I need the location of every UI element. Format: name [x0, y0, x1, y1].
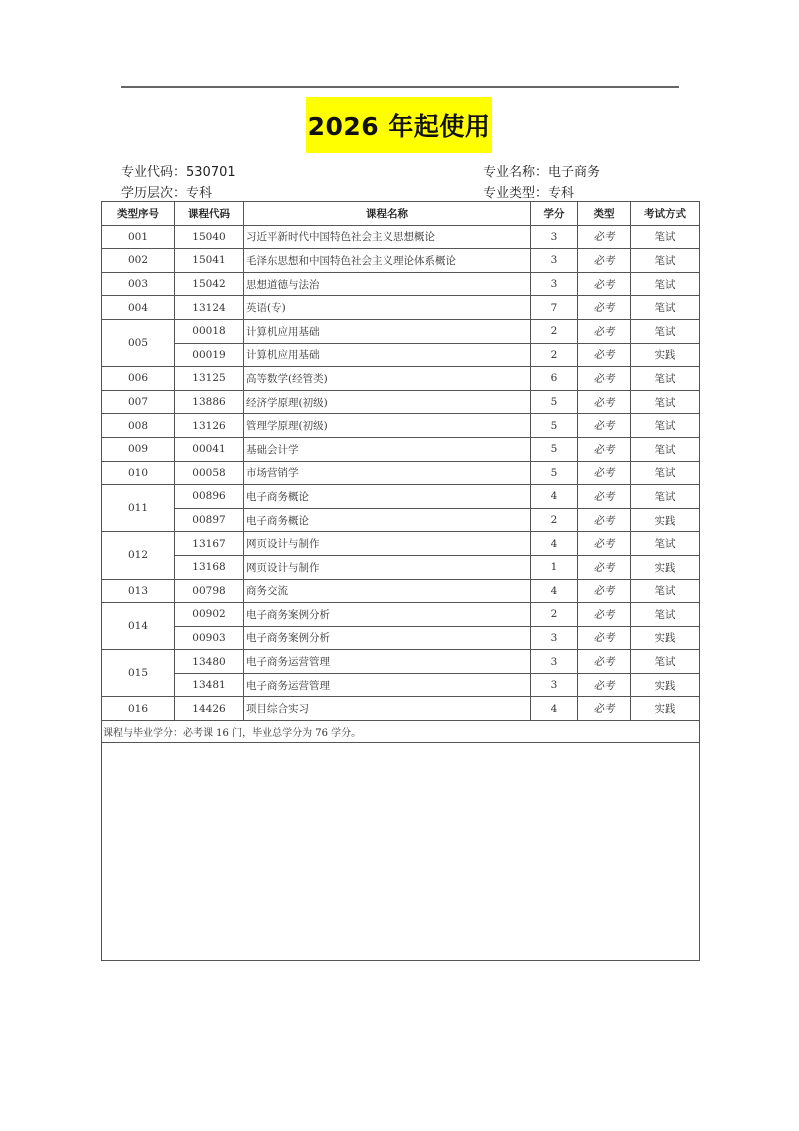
table-row [102, 532, 700, 556]
cell-credit: 5 [531, 461, 578, 485]
cell-name: 计算机应用基础 [244, 319, 531, 343]
cell-seq: 005 [102, 319, 175, 366]
cell-code: 13886 [175, 390, 244, 414]
cell-name: 思想道德与法治 [244, 272, 531, 296]
cell-code: 13126 [175, 414, 244, 438]
table-row [102, 650, 700, 674]
cell-seq: 011 [102, 485, 175, 532]
cell-type: 必考 [578, 532, 631, 556]
page-title: 2026 年起使用 [307, 112, 491, 141]
cell-seq: 013 [102, 579, 175, 603]
cell-type: 必考 [578, 555, 631, 579]
cell-credit: 3 [531, 673, 578, 697]
table-row [102, 319, 700, 343]
education-level-value: 专科 [186, 186, 213, 201]
cell-code: 00896 [175, 485, 244, 509]
cell-exam: 笔试 [631, 225, 700, 249]
cell-type: 必考 [578, 626, 631, 650]
title-highlight [306, 97, 492, 153]
summary-text: 课程与毕业学分：必考课 16 门，毕业总学分为 76 学分。 [102, 721, 700, 743]
table-row [102, 390, 700, 414]
cell-code: 15042 [175, 272, 244, 296]
cell-seq: 016 [102, 697, 175, 721]
cell-code: 13167 [175, 532, 244, 556]
cell-type: 必考 [578, 225, 631, 249]
blank-row [102, 743, 700, 961]
cell-credit: 7 [531, 296, 578, 320]
cell-exam: 实践 [631, 626, 700, 650]
cell-seq: 002 [102, 249, 175, 273]
cell-name: 商务交流 [244, 579, 531, 603]
cell-code: 00902 [175, 603, 244, 627]
header-credit: 学分 [531, 202, 578, 226]
cell-seq: 008 [102, 414, 175, 438]
header-name: 课程名称 [244, 202, 531, 226]
cell-type: 必考 [578, 390, 631, 414]
top-rule [121, 86, 679, 88]
cell-seq: 012 [102, 532, 175, 579]
major-code-label: 专业代码： [121, 165, 187, 180]
table-row [102, 225, 700, 249]
cell-seq: 004 [102, 296, 175, 320]
cell-name: 网页设计与制作 [244, 555, 531, 579]
cell-code: 13124 [175, 296, 244, 320]
major-name [483, 161, 600, 180]
cell-exam: 笔试 [631, 532, 700, 556]
cell-name: 电子商务运营管理 [244, 650, 531, 674]
cell-code: 13481 [175, 673, 244, 697]
cell-exam: 实践 [631, 343, 700, 367]
cell-name: 项目综合实习 [244, 697, 531, 721]
header-seq: 类型序号 [102, 202, 175, 226]
cell-credit: 1 [531, 555, 578, 579]
table-row [102, 461, 700, 485]
cell-seq: 006 [102, 367, 175, 391]
cell-seq: 003 [102, 272, 175, 296]
cell-exam: 笔试 [631, 650, 700, 674]
cell-type: 必考 [578, 437, 631, 461]
cell-exam: 笔试 [631, 319, 700, 343]
cell-code: 00903 [175, 626, 244, 650]
cell-name: 电子商务案例分析 [244, 626, 531, 650]
cell-code: 00019 [175, 343, 244, 367]
table-row [102, 579, 700, 603]
cell-credit: 3 [531, 626, 578, 650]
cell-name: 电子商务概论 [244, 508, 531, 532]
cell-exam: 实践 [631, 508, 700, 532]
cell-exam: 实践 [631, 555, 700, 579]
cell-type: 必考 [578, 461, 631, 485]
cell-credit: 5 [531, 414, 578, 438]
major-name-value: 电子商务 [548, 165, 601, 180]
cell-type: 必考 [578, 272, 631, 296]
cell-name: 英语(专) [244, 296, 531, 320]
cell-exam: 笔试 [631, 249, 700, 273]
cell-credit: 4 [531, 532, 578, 556]
cell-type: 必考 [578, 249, 631, 273]
cell-code: 13125 [175, 367, 244, 391]
header-code: 课程代码 [175, 202, 244, 226]
cell-name: 管理学原理(初级) [244, 414, 531, 438]
cell-credit: 2 [531, 508, 578, 532]
cell-type: 必考 [578, 579, 631, 603]
cell-exam: 实践 [631, 673, 700, 697]
cell-exam: 笔试 [631, 437, 700, 461]
cell-exam: 笔试 [631, 603, 700, 627]
cell-code: 14426 [175, 697, 244, 721]
cell-code: 00798 [175, 579, 244, 603]
table-row [102, 673, 700, 697]
cell-type: 必考 [578, 296, 631, 320]
summary-row [102, 721, 700, 743]
major-name-label: 专业名称： [483, 165, 549, 180]
education-level [121, 182, 212, 201]
table-row [102, 697, 700, 721]
table-row [102, 367, 700, 391]
cell-exam: 笔试 [631, 485, 700, 509]
cell-credit: 5 [531, 390, 578, 414]
cell-type: 必考 [578, 603, 631, 627]
cell-type: 必考 [578, 508, 631, 532]
cell-type: 必考 [578, 673, 631, 697]
table-row [102, 555, 700, 579]
cell-seq: 009 [102, 437, 175, 461]
cell-type: 必考 [578, 319, 631, 343]
cell-seq: 007 [102, 390, 175, 414]
cell-exam: 笔试 [631, 461, 700, 485]
cell-exam: 笔试 [631, 272, 700, 296]
cell-credit: 3 [531, 650, 578, 674]
cell-credit: 5 [531, 437, 578, 461]
blank-area [102, 743, 700, 961]
cell-credit: 2 [531, 319, 578, 343]
cell-credit: 2 [531, 343, 578, 367]
cell-type: 必考 [578, 650, 631, 674]
cell-name: 市场营销学 [244, 461, 531, 485]
cell-name: 计算机应用基础 [244, 343, 531, 367]
cell-credit: 3 [531, 272, 578, 296]
cell-name: 经济学原理(初级) [244, 390, 531, 414]
header-exam: 考试方式 [631, 202, 700, 226]
major-type-label: 专业类型： [483, 186, 549, 201]
cell-code: 15040 [175, 225, 244, 249]
major-code [121, 161, 236, 180]
cell-exam: 笔试 [631, 367, 700, 391]
table-row [102, 508, 700, 532]
cell-name: 毛泽东思想和中国特色社会主义理论体系概论 [244, 249, 531, 273]
cell-code: 00897 [175, 508, 244, 532]
table-row [102, 437, 700, 461]
cell-code: 00018 [175, 319, 244, 343]
cell-credit: 4 [531, 697, 578, 721]
cell-type: 必考 [578, 367, 631, 391]
cell-type: 必考 [578, 697, 631, 721]
table-row [102, 272, 700, 296]
cell-exam: 笔试 [631, 414, 700, 438]
cell-type: 必考 [578, 414, 631, 438]
cell-type: 必考 [578, 485, 631, 509]
cell-credit: 4 [531, 485, 578, 509]
table-row [102, 249, 700, 273]
cell-seq: 015 [102, 650, 175, 697]
cell-exam: 笔试 [631, 296, 700, 320]
cell-code: 00058 [175, 461, 244, 485]
cell-seq: 014 [102, 603, 175, 650]
cell-name: 习近平新时代中国特色社会主义思想概论 [244, 225, 531, 249]
cell-name: 基础会计学 [244, 437, 531, 461]
cell-credit: 2 [531, 603, 578, 627]
table-row [102, 414, 700, 438]
cell-code: 13480 [175, 650, 244, 674]
education-level-label: 学历层次： [121, 186, 187, 201]
cell-code: 15041 [175, 249, 244, 273]
cell-exam: 笔试 [631, 579, 700, 603]
table-row [102, 603, 700, 627]
cell-credit: 3 [531, 249, 578, 273]
cell-name: 网页设计与制作 [244, 532, 531, 556]
table-header-row [102, 202, 700, 226]
table-row [102, 296, 700, 320]
cell-exam: 实践 [631, 697, 700, 721]
cell-exam: 笔试 [631, 390, 700, 414]
cell-credit: 4 [531, 579, 578, 603]
major-type-value: 专科 [548, 186, 575, 201]
cell-name: 电子商务案例分析 [244, 603, 531, 627]
table-body [102, 225, 700, 720]
cell-name: 高等数学(经管类) [244, 367, 531, 391]
cell-name: 电子商务概论 [244, 485, 531, 509]
cell-credit: 3 [531, 225, 578, 249]
table-row [102, 626, 700, 650]
cell-seq: 010 [102, 461, 175, 485]
course-table [101, 201, 700, 961]
cell-code: 13168 [175, 555, 244, 579]
header-type: 类型 [578, 202, 631, 226]
major-type [483, 182, 574, 201]
major-code-value: 530701 [186, 165, 236, 180]
cell-name: 电子商务运营管理 [244, 673, 531, 697]
cell-code: 00041 [175, 437, 244, 461]
table-row [102, 343, 700, 367]
cell-type: 必考 [578, 343, 631, 367]
cell-seq: 001 [102, 225, 175, 249]
cell-credit: 6 [531, 367, 578, 391]
table-row [102, 485, 700, 509]
